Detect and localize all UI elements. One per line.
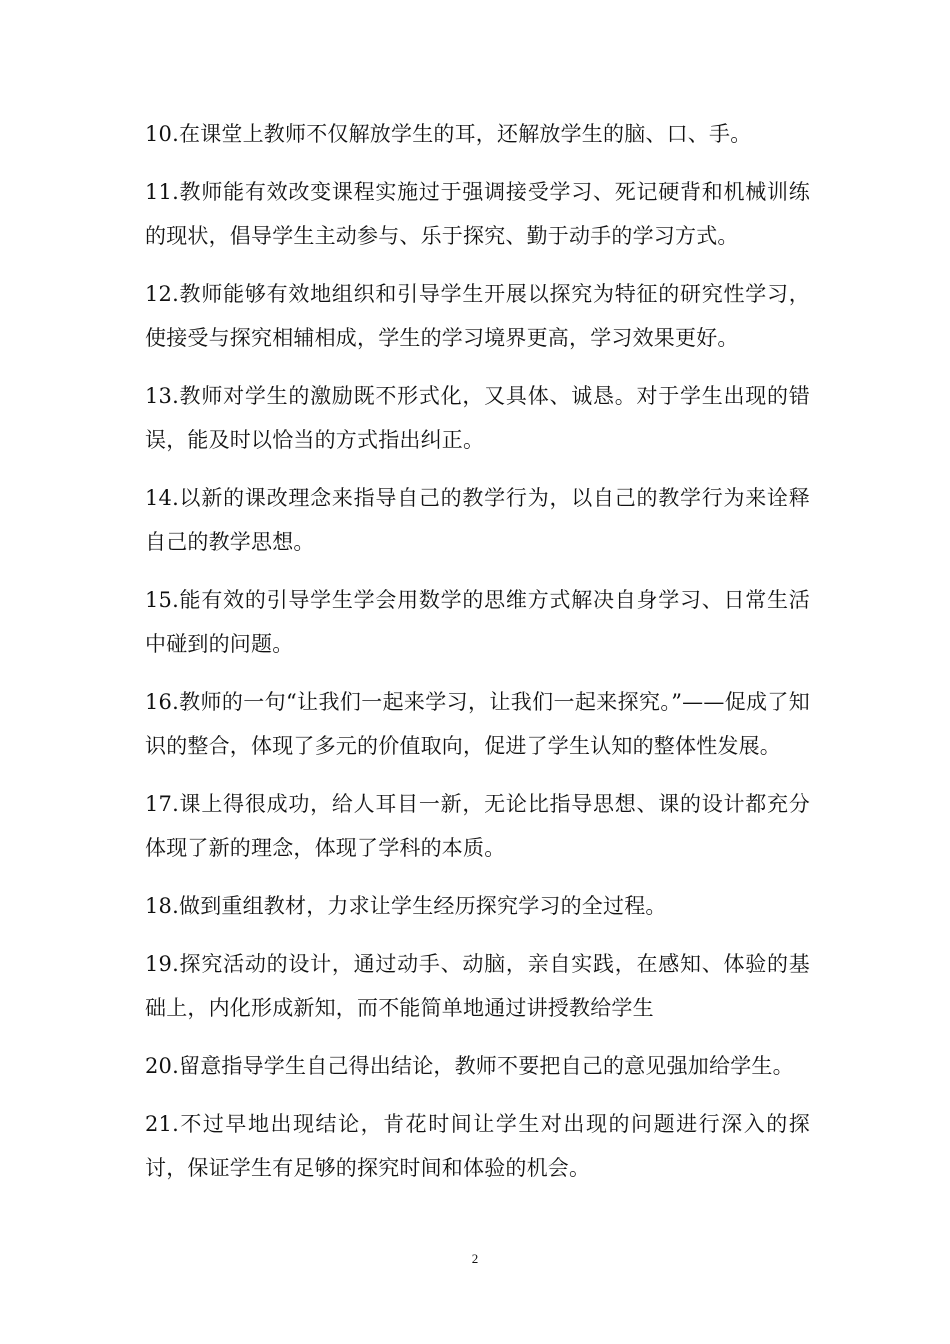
paragraph-12: 12.教师能够有效地组织和引导学生开展以探究为特征的研究性学习，使接受与探究相辅相成，学生的学习境界更高，学习效果更好。 xyxy=(145,282,810,350)
document-body xyxy=(145,112,810,1204)
paragraph-19: 19.探究活动的设计，通过动手、动脑，亲自实践，在感知、体验的基础上，内化形成新知，而不能简单地通过讲授教给学生 xyxy=(145,952,810,1020)
paragraph-10: 10.在课堂上教师不仅解放学生的耳，还解放学生的脑、口、手。 xyxy=(145,122,752,146)
paragraph-21: 21.不过早地出现结论，肯花时间让学生对出现的问题进行深入的探讨，保证学生有足够的探究时间和体验的机会。 xyxy=(145,1112,810,1180)
paragraph-17: 17.课上得很成功，给人耳目一新，无论比指导思想、课的设计都充分体现了新的理念，体现了学科的本质。 xyxy=(145,792,810,860)
paragraph-15: 15.能有效的引导学生学会用数学的思维方式解决自身学习、日常生活中碰到的问题。 xyxy=(145,588,810,656)
paragraph-11: 11.教师能有效改变课程实施过于强调接受学习、死记硬背和机械训练的现状，倡导学生主动参与、乐于探究、勤于动手的学习方式。 xyxy=(145,180,810,248)
paragraph-13: 13.教师对学生的激励既不形式化，又具体、诚恳。对于学生出现的错误，能及时以恰当的方式指出纠正。 xyxy=(145,384,810,452)
paragraph-20: 20.留意指导学生自己得出结论，教师不要把自己的意见强加给学生。 xyxy=(145,1054,794,1078)
paragraph-14: 14.以新的课改理念来指导自己的教学行为，以自己的教学行为来诠释自己的教学思想。 xyxy=(145,486,810,554)
page-number: 2 xyxy=(471,1251,479,1266)
paragraph-16: 16.教师的一句“让我们一起来学习，让我们一起来探究。”——促成了知识的整合，体现了多元的价值取向，促进了学生认知的整体性发展。 xyxy=(145,690,810,758)
paragraph-18: 18.做到重组教材，力求让学生经历探究学习的全过程。 xyxy=(145,894,667,918)
